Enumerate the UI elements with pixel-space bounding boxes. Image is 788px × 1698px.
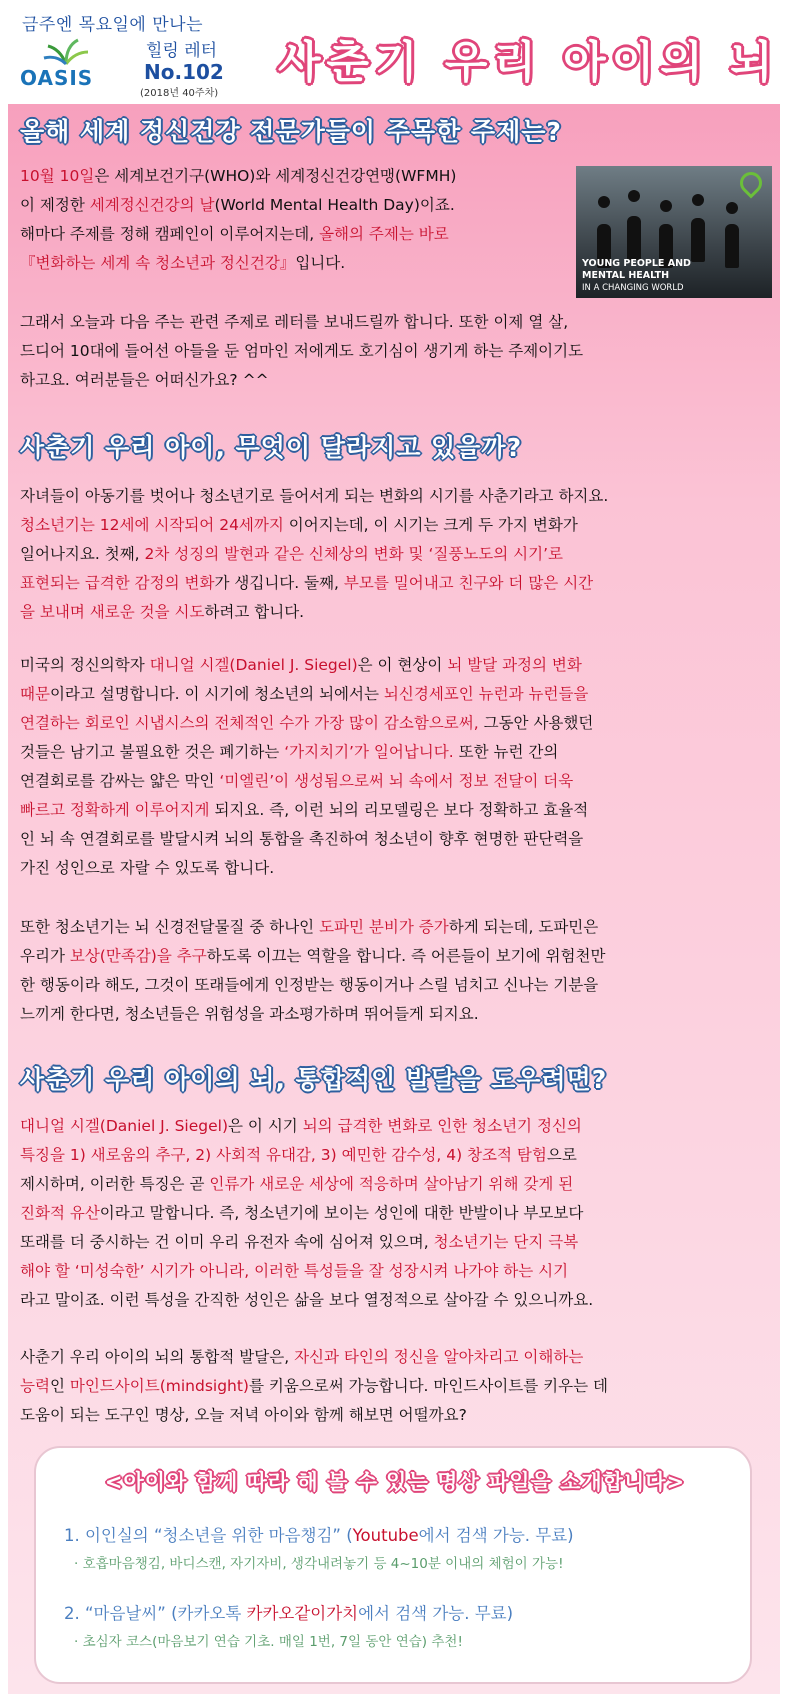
highlight-text: 빠르고 정확하게 이루어지게 — [20, 801, 210, 819]
highlight-text: 뇌 발달 과정의 변화 — [447, 656, 582, 674]
text-line — [20, 1286, 760, 1315]
text-line — [20, 1000, 760, 1029]
body-text: 사춘기 우리 아이의 뇌의 통합적 발달은, — [20, 1348, 295, 1366]
highlight-text: 마인드사이트(mindsight) — [69, 1377, 249, 1395]
body-text: 하려고 합니다. — [204, 603, 305, 621]
highlight-text: 을 보내며 새로운 것을 시도 — [20, 603, 205, 621]
highlight-text: 때문 — [20, 685, 50, 703]
section2-paragraph3 — [20, 913, 760, 1029]
text-line — [20, 738, 760, 767]
highlight-text: 뇌신경세포인 뉴런과 뉴런들을 — [383, 685, 589, 703]
highlight-text: 연결하는 회로인 시냅시스의 전체적인 수가 가장 많이 감소함으로써, — [20, 714, 479, 732]
highlight-text: ‘가지치기’가 일어납니다. — [284, 743, 454, 761]
section3-paragraph2 — [20, 1343, 760, 1430]
body-text: (World Mental Health Day)이죠. — [214, 196, 455, 214]
text-line — [20, 971, 760, 1000]
text-line — [20, 854, 760, 883]
meditation-box — [34, 1446, 752, 1684]
highlight-text: 해야 할 ‘미성숙한’ 시기가 아니라, 이러한 특성들을 잘 성장시켜 나가야 하는 시기 — [20, 1262, 569, 1280]
body-text: 이라고 설명합니다. 이 시기에 청소년의 뇌에서는 — [49, 685, 384, 703]
item2-text: 2. “마음날씨” (카카오톡 — [64, 1604, 247, 1623]
issue-number: No.102 — [144, 60, 224, 84]
meditation-item-2-desc: · 초심자 코스(마음보기 연습 기초. 매일 1번, 7일 동안 연습) 추천! — [74, 1634, 463, 1650]
text-line — [20, 220, 570, 249]
highlight-text: 10월 10일 — [20, 167, 95, 185]
body-text: 입니다. — [295, 254, 346, 272]
highlight-text: 2차 성징의 발현과 같은 신체상의 변화 및 ‘질풍노도의 시기’로 — [144, 545, 564, 563]
ribbon-icon — [735, 167, 766, 198]
body-text: 이어지는데, 이 시기는 크게 두 가지 변화가 — [283, 516, 578, 534]
photo-caption-line1: YOUNG PEOPLE AND — [582, 258, 691, 269]
highlight-text: 보상(만족감)을 추구 — [69, 947, 207, 965]
text-line — [20, 366, 760, 395]
header — [0, 0, 788, 104]
text-line — [20, 1343, 760, 1372]
body-text: 이 제정한 — [20, 196, 90, 214]
highlight-text: 표현되는 급격한 감정의 변화 — [20, 574, 215, 592]
logo-text: OASIS — [20, 66, 94, 90]
photo-caption-line3: IN A CHANGING WORLD — [582, 283, 684, 293]
meditation-item-1[interactable] — [64, 1522, 574, 1546]
text-line — [20, 249, 570, 278]
highlight-text: 청소년기는 12세에 시작되어 24세까지 — [20, 516, 284, 534]
text-line — [20, 767, 760, 796]
body-text: 인 뇌 속 연결회로를 발달시켜 뇌의 통합을 촉진하여 청소년이 향후 현명한 판단력을 — [20, 830, 584, 848]
body-text: 를 키움으로써 가능합니다. 마인드사이트를 키우는 데 — [248, 1377, 608, 1395]
item1-text: 1. 이인실의 “청소년을 위한 마음챙김” ( — [64, 1526, 353, 1545]
highlight-text: 대니얼 시겔(Daniel J. Siegel) — [149, 656, 358, 674]
item1-youtube: Youtube — [352, 1526, 419, 1545]
body-text: 되지요. 즉, 이런 뇌의 리모델링은 보다 정확하고 효율적 — [209, 801, 589, 819]
body-text: 도움이 되는 도구인 명상, 오늘 저녁 아이와 함께 해보면 어떨까요? — [20, 1406, 467, 1424]
body-text: 우리가 — [20, 947, 70, 965]
text-line — [20, 540, 760, 569]
issue-week: (2018년 40주차) — [140, 88, 219, 99]
photo-caption — [582, 258, 691, 294]
text-line — [20, 598, 760, 627]
text-line — [20, 825, 760, 854]
text-line — [20, 1228, 760, 1257]
section2-title: 사춘기 우리 아이, 무엇이 달라지고 있을까? — [20, 433, 523, 462]
section3-title: 사춘기 우리 아이의 뇌, 통합적인 발달을 도우려면? — [20, 1065, 608, 1094]
text-line — [20, 482, 760, 511]
text-line — [20, 1257, 760, 1286]
item2-kakao: 카카오같이가치 — [246, 1604, 359, 1623]
body-text: 제시하며, 이러한 특징은 곧 — [20, 1175, 210, 1193]
text-line — [20, 651, 760, 680]
text-line — [20, 1401, 760, 1430]
text-line — [20, 511, 760, 540]
campaign-photo — [576, 166, 772, 298]
body-text: 연결회로를 감싸는 얇은 막인 — [20, 772, 220, 790]
body-text: 해마다 주제를 정해 캠페인이 이루어지는데, — [20, 225, 320, 243]
highlight-text: 부모를 밀어내고 친구와 더 많은 시간 — [343, 574, 594, 592]
text-line — [20, 1170, 760, 1199]
body-text: 이라고 말합니다. 즉, 청소년기에 보이는 성인에 대한 반발이나 부모보다 — [99, 1204, 584, 1222]
text-line — [20, 1141, 760, 1170]
highlight-text: 도파민 분비가 증가 — [319, 918, 449, 936]
section3-paragraph1 — [20, 1112, 760, 1315]
body-text: 자녀들이 아동기를 벗어나 청소년기로 들어서게 되는 변화의 시기를 사춘기라고 하지요. — [20, 487, 609, 505]
body-text: 드디어 10대에 들어선 아들을 둔 엄마인 저에게도 호기심이 생기게 하는 주제이기도 — [20, 342, 584, 360]
body-text: 한 행동이라 해도, 그것이 또래들에게 인정받는 행동이거나 스릴 넘치고 신나는 기분을 — [20, 976, 599, 994]
header-tagline: 금주엔 목요일에 만나는 — [22, 15, 204, 35]
item1-text-end: 에서 검색 가능. 무료) — [418, 1526, 574, 1545]
photo-caption-line2: MENTAL HEALTH — [582, 270, 670, 281]
text-line — [20, 569, 760, 598]
section1-paragraph1 — [20, 162, 570, 278]
highlight-text: ‘미엘린’이 생성됨으로써 뇌 속에서 정보 전달이 더욱 — [219, 772, 574, 790]
body-text: 그래서 오늘과 다음 주는 관련 주제로 레터를 보내드릴까 합니다. 또한 이제 열 살, — [20, 313, 569, 331]
text-line — [20, 1199, 760, 1228]
highlight-text: 인류가 새로운 세상에 적응하며 살아남기 위해 갖게 된 — [209, 1175, 574, 1193]
body-text: 라고 말이죠. 이런 특성을 간직한 성인은 삶을 보다 열정적으로 살아갈 수 있으니까요. — [20, 1291, 594, 1309]
highlight-text: 세계정신건강의 날 — [89, 196, 215, 214]
body-text: 가진 성인으로 자랄 수 있도록 합니다. — [20, 859, 275, 877]
body-text: 것들은 남기고 불필요한 것은 폐기하는 — [20, 743, 285, 761]
text-line — [20, 308, 760, 337]
text-line — [20, 680, 760, 709]
highlight-text: 청소년기는 단지 극복 — [433, 1233, 579, 1251]
text-line — [20, 913, 760, 942]
box-title: <아이와 함께 따라 해 볼 수 있는 명상 파일을 소개합니다> — [104, 1470, 686, 1494]
text-line — [20, 796, 760, 825]
header-healing-letter: 힐링 레터 — [146, 41, 218, 61]
body-text: 은 이 시기 — [228, 1117, 303, 1135]
highlight-text: 『변화하는 세계 속 청소년과 정신건강』 — [20, 254, 296, 272]
highlight-text: 올해의 주제는 바로 — [319, 225, 449, 243]
body-text: 미국의 정신의학자 — [20, 656, 150, 674]
text-line — [20, 162, 570, 191]
meditation-item-1-desc: · 호흡마음챙김, 바디스캔, 자기자비, 생각내려놓기 등 4~10분 이내의 체험이 가능! — [74, 1556, 564, 1572]
section1-title: 올해 세계 정신건강 전문가들이 주목한 주제는? — [20, 117, 562, 146]
body-text: 으로 — [546, 1146, 577, 1164]
text-line — [20, 709, 760, 738]
highlight-text: 특징을 1) 새로움의 추구, 2) 사회적 유대감, 3) 예민한 감수성, 4) 창조적 탐험 — [20, 1146, 547, 1164]
body-text: 또한 뉴런 간의 — [453, 743, 559, 761]
body-text: 하도록 이끄는 역할을 합니다. 즉 어른들이 보기에 위험천만 — [206, 947, 606, 965]
section2-paragraph1 — [20, 482, 760, 627]
body-text: 일어나지요. 첫째, — [20, 545, 145, 563]
body-text: 그동안 사용했던 — [478, 714, 594, 732]
body-text: 느끼게 한다면, 청소년들은 위험성을 과소평가하며 뛰어들게 되지요. — [20, 1005, 479, 1023]
item2-text-end: 에서 검색 가능. 무료) — [358, 1604, 514, 1623]
body-text: 또한 청소년기는 뇌 신경전달물질 중 하나인 — [20, 918, 320, 936]
highlight-text: 능력 — [20, 1377, 50, 1395]
text-line — [20, 942, 760, 971]
body-text: 은 세계보건기구(WHO)와 세계정신건강연맹(WFMH) — [94, 167, 457, 185]
section2-paragraph2 — [20, 651, 760, 883]
text-line — [20, 1372, 760, 1401]
body-text: 하고요. 여러분들은 어떠신가요? ^^ — [20, 371, 269, 389]
text-line — [20, 1112, 760, 1141]
meditation-item-2[interactable] — [64, 1600, 513, 1624]
body-text: 또래를 더 중시하는 건 이미 우리 유전자 속에 심어져 있으며, — [20, 1233, 434, 1251]
text-line — [20, 191, 570, 220]
highlight-text: 뇌의 급격한 변화로 인한 청소년기 정신의 — [302, 1117, 582, 1135]
body-text: 가 생깁니다. 둘째, — [214, 574, 344, 592]
section1-paragraph2 — [20, 308, 760, 395]
body-text: 인 — [49, 1377, 70, 1395]
highlight-text: 진화적 유산 — [20, 1204, 100, 1222]
highlight-text: 자신과 타인의 정신을 알아차리고 이해하는 — [294, 1348, 584, 1366]
page-title: 사춘기 우리 아이의 뇌 — [278, 37, 779, 88]
text-line — [20, 337, 760, 366]
highlight-text: 대니얼 시겔(Daniel J. Siegel) — [20, 1117, 229, 1135]
body-text: 하게 되는데, 도파민은 — [448, 918, 599, 936]
body-text: 은 이 현상이 — [357, 656, 448, 674]
